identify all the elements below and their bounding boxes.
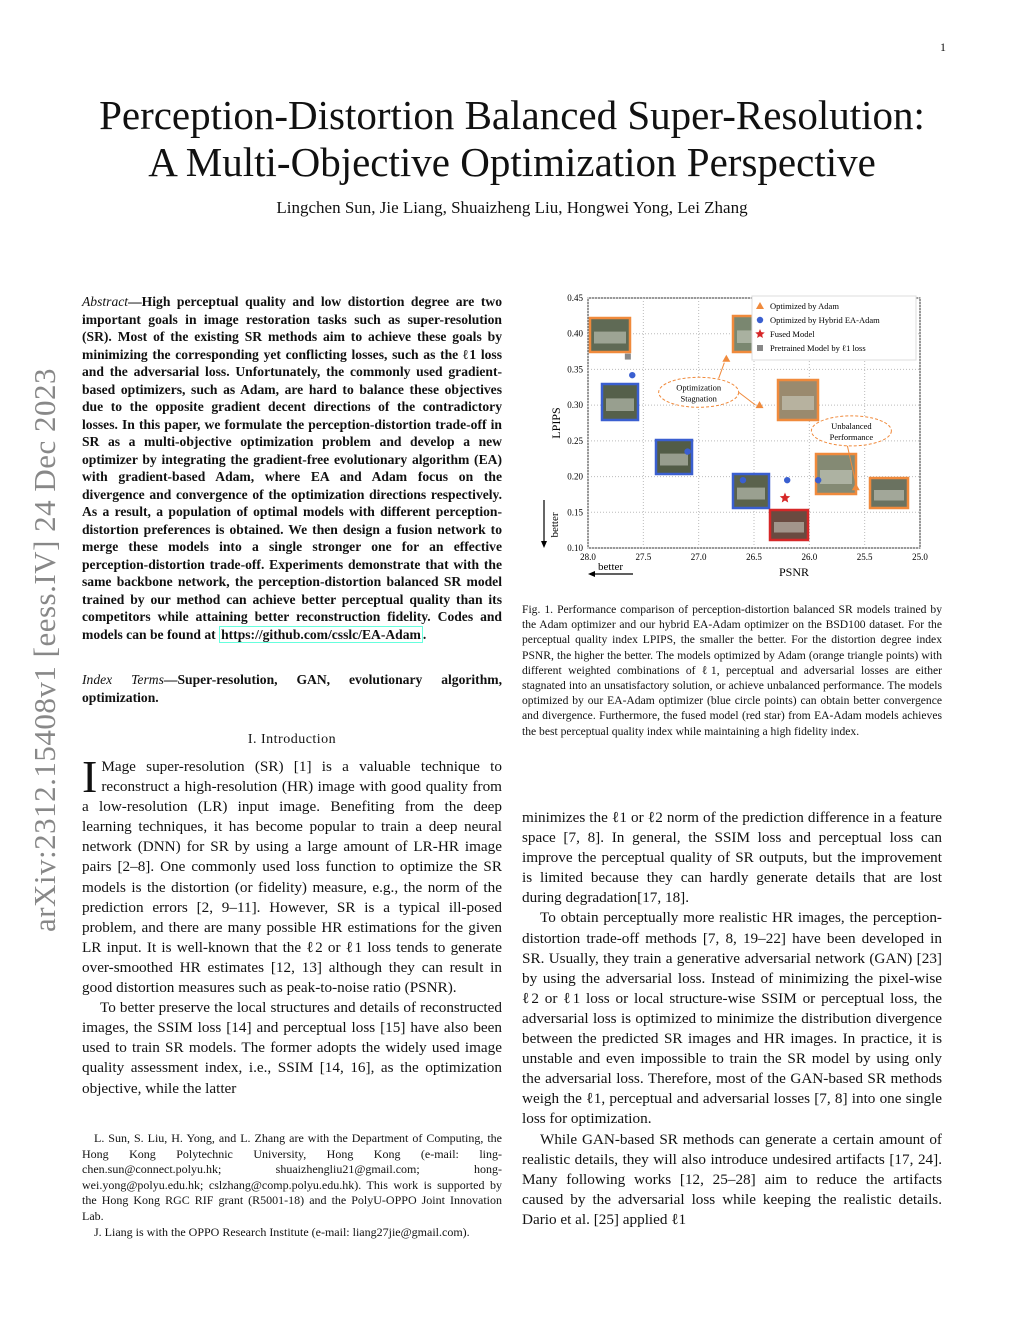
abstract-end: . [422,626,427,642]
footnote-affiliation-2: J. Liang is with the OPPO Research Institute (e-mail: liang27jie@gmail.com). [94,1224,470,1239]
legend-marker [757,345,763,351]
annotation-text: Stagnation [680,393,717,404]
data-point-circle [815,477,821,483]
x-tick-label: 26.0 [801,552,818,562]
annotation-text: Optimization [676,382,722,393]
drop-cap: I [82,751,98,802]
x-tick-label: 27.5 [635,552,652,562]
x-tick-label: 25.5 [856,552,873,562]
y-tick-label: 0.25 [567,435,583,446]
data-point-circle [629,372,635,378]
sr-thumbnail-highlight [660,454,688,466]
annotation-text: Unbalanced [831,420,872,431]
data-point-square [625,354,631,360]
y-tick-label: 0.15 [567,507,583,518]
y-better-arrowhead [541,541,547,548]
sr-thumbnail-highlight [737,488,765,500]
intro-paragraph-2: To better preserve the local structures and details of reconstructed images, the SSIM loss [14] and perceptual loss [15] have also been used to train SR models. The former adopts the widely used image quality assessment index, i.e., SSIM [14, 16], as the optimization objective, while the latter [82,999,502,1097]
y-axis-label: LPIPS [549,407,563,439]
right-paragraph-3: While GAN-based SR methods can generate a certain amount of realistic details, they will also introduce undesired artifacts [17, 24]. Many following works [12, 25–28] aim to reduce the artifacts caused by the adversarial loss while keeping the realistic details. Dario et al. [25] applied ℓ1 [522,1130,942,1228]
figure-1-chart [538,288,954,586]
legend-label: Optimized by Adam [770,301,839,311]
sr-thumbnail-highlight [782,396,814,410]
y-better-label: better [549,512,561,538]
annotation-text: Performance [829,431,874,442]
data-point-circle [684,448,690,454]
page-number: 1 [940,40,946,54]
index-terms-label: Index Terms [82,672,164,687]
right-column-text [522,808,942,1230]
x-tick-label: 28.0 [580,552,596,562]
intro-paragraph-1 [82,751,502,998]
x-tick-label: 25.0 [912,552,928,562]
chart-plot-layer [541,293,928,579]
x-better-label: better [598,561,624,573]
title-line-2: A Multi-Objective Optimization Perspective [148,139,876,185]
data-point-circle [784,477,790,483]
abstract-label: Abstract [82,294,129,309]
x-tick-label: 27.0 [690,552,707,562]
legend-label: Fused Model [770,329,815,339]
introduction-text [82,751,502,1099]
index-terms-text: —Super-resolution, GAN, evolutionary algorithm, optimization. [82,672,502,705]
right-paragraph-2: To obtain perceptually more realistic HR images, the perception-distortion trade-off methods [7, 8, 19–22] have been developed in SR. Usually, they train a generative adversarial network (GAN) [23] by using the adversarial loss. Instead of minimizing the pixel-wise ℓ2 or ℓ1 loss or local structure-wise SSIM or perceptual loss, the adversarial loss is optimized to minimize the distribution divergence between the predicted SR images and HR images. In practice, it is unstable and even impossible to train the SR model by using only the adversarial loss. Therefore, most of the GAN-based SR methods weigh the ℓ1, perceptual and adversarial losses [7, 8] into one single loss for optimization. [522,909,942,1128]
paper-title [60,92,964,186]
intro-paragraph-1-text: Mage super-resolution (SR) [1] is a valuable technique to reconstruct a high-resolution (HR) image with good quality from a low-resolution (LR) input image. Benefiting from the deep learning techniques, it has become popular to train a deep neural network (DNN) for SR by using a large amount of LR-HR image pairs [2–8]. One commonly used loss function to optimize the SR models is the distortion (or fidelity) measure, e.g., the norm of the prediction errors [2, 9–11]. However, SR is a typical ill-posed problem, and there are many possible HR estimations for the given LR input. It is well-known that the ℓ2 or ℓ1 loss tends to generate over-smoothed HR estimates [12, 13] although they can result in good distortion measures such as peak-to-noise ratio (PSNR). [82,758,502,997]
abstract-text: —High perceptual quality and low distortion degree are two important goals in image restoration tasks such as super-resolution (SR). Most of the existing SR methods aim to achieve these goals by minimizing the corresponding yet conflicting losses, such as the ℓ1 loss and the adversarial loss. Unfortunately, the commonly used gradient-based optimizers, such as Adam, are hard to balance these objectives due to the opposite gradient decent directions of the contradictory losses. In this paper, we formulate the perception-distortion trade-off in SR as a multi-objective optimization problem and develop a new optimizer by integrating the gradient-free evolutionary algorithm (EA) with gradient-based Adam, where EA and Adam focus on the divergence and convergence of the optimization directions respectively. As a result, a population of optimal models with different perception-distortion preferences is obtained. We then design a fusion network to merge these models into a single stronger one for an effective perception-distortion trade-off. Experiments demonstrate that with the same backbone network, the perception-distortion balanced SR model trained by our method can achieve better perceptual quality than its competitors while attaining better reconstruction fidelity. Codes and models can be found at [82,294,502,642]
footnote [82,1131,502,1240]
title-line-1: Perception-Distortion Balanced Super-Resolution: [99,92,925,138]
y-tick-label: 0.10 [567,543,583,553]
legend-label: Optimized by Hybrid EA-Adam [770,315,880,325]
y-tick-label: 0.40 [567,328,583,339]
sr-thumbnail-highlight [820,470,852,484]
code-link[interactable]: https://github.com/csslc/EA-Adam [221,626,421,642]
section-heading: I. Introduction [247,732,337,747]
arxiv-stamp-text: arXiv:2312.15408v1 [eess.IV] 24 Dec 2023 [27,367,62,933]
figure-caption: Fig. 1. Performance comparison of perception-distortion balanced SR models trained by the Adam optimizer and our hybrid EA-Adam optimizer on the BSD100 dataset. For the perceptual quality index LPIPS, the smaller the better. For the distortion degree index PSNR, the higher the better. The models optimized by Adam (orange triangle points) with different weighted combinations of ℓ1, perceptual and adversarial losses are either stagnated into an unsatisfactory solution, or achieve unbalanced performance. The models optimized by our EA-Adam optimizer (blue circle points) can obtain better convergence and divergence. Furthermore, the fused model (red star) from EA-Adam models achieves the best perceptual quality index while maintaining a high fidelity index. [522,603,942,738]
y-tick-label: 0.30 [567,400,583,411]
data-point-circle [740,477,746,483]
right-paragraph-1: minimizes the ℓ1 or ℓ2 norm of the prediction difference in a feature space [7, 8]. In general, the SSIM loss and perceptual loss can improve the perceptual quality of SR outputs, but the improvement is limited because they can hardly generate details that are lost during degradation[17, 18]. [522,809,942,907]
y-tick-label: 0.35 [567,364,583,375]
sr-thumbnail-highlight [774,522,804,533]
y-tick-label: 0.20 [567,471,583,482]
author-list: Lingchen Sun, Jie Liang, Shuaizheng Liu, Hongwei Yong, Lei Zhang [276,198,748,217]
x-axis-label: PSNR [778,565,810,579]
sr-thumbnail-highlight [606,398,634,411]
legend-label: Pretrained Model by ℓ1 loss [770,343,866,353]
index-terms [82,671,502,706]
legend-marker [757,317,763,323]
abstract [82,293,502,643]
y-tick-label: 0.45 [567,293,583,303]
x-better-arrowhead [588,571,595,577]
sr-thumbnail-highlight [874,490,904,501]
sr-thumbnail-highlight [594,332,626,344]
footnote-affiliation-1: L. Sun, S. Liu, H. Yong, and L. Zhang are with the Department of Computing, the Hong Kong Polytechnic University, Hong Kong (e-mail: ling-chen.sun@connect.polyu.hk; shuaizhengliu21@gmail.com; hong-wei.yong@polyu.edu.hk; cslzhang@comp.polyu.edu.hk). This work is supported by the Hong Kong RGC RIF grant (R5001-18) and the PolyU-OPPO Joint Innovation Lab. [82,1131,502,1223]
x-tick-label: 26.5 [746,552,762,562]
arxiv-stamp [27,345,62,955]
